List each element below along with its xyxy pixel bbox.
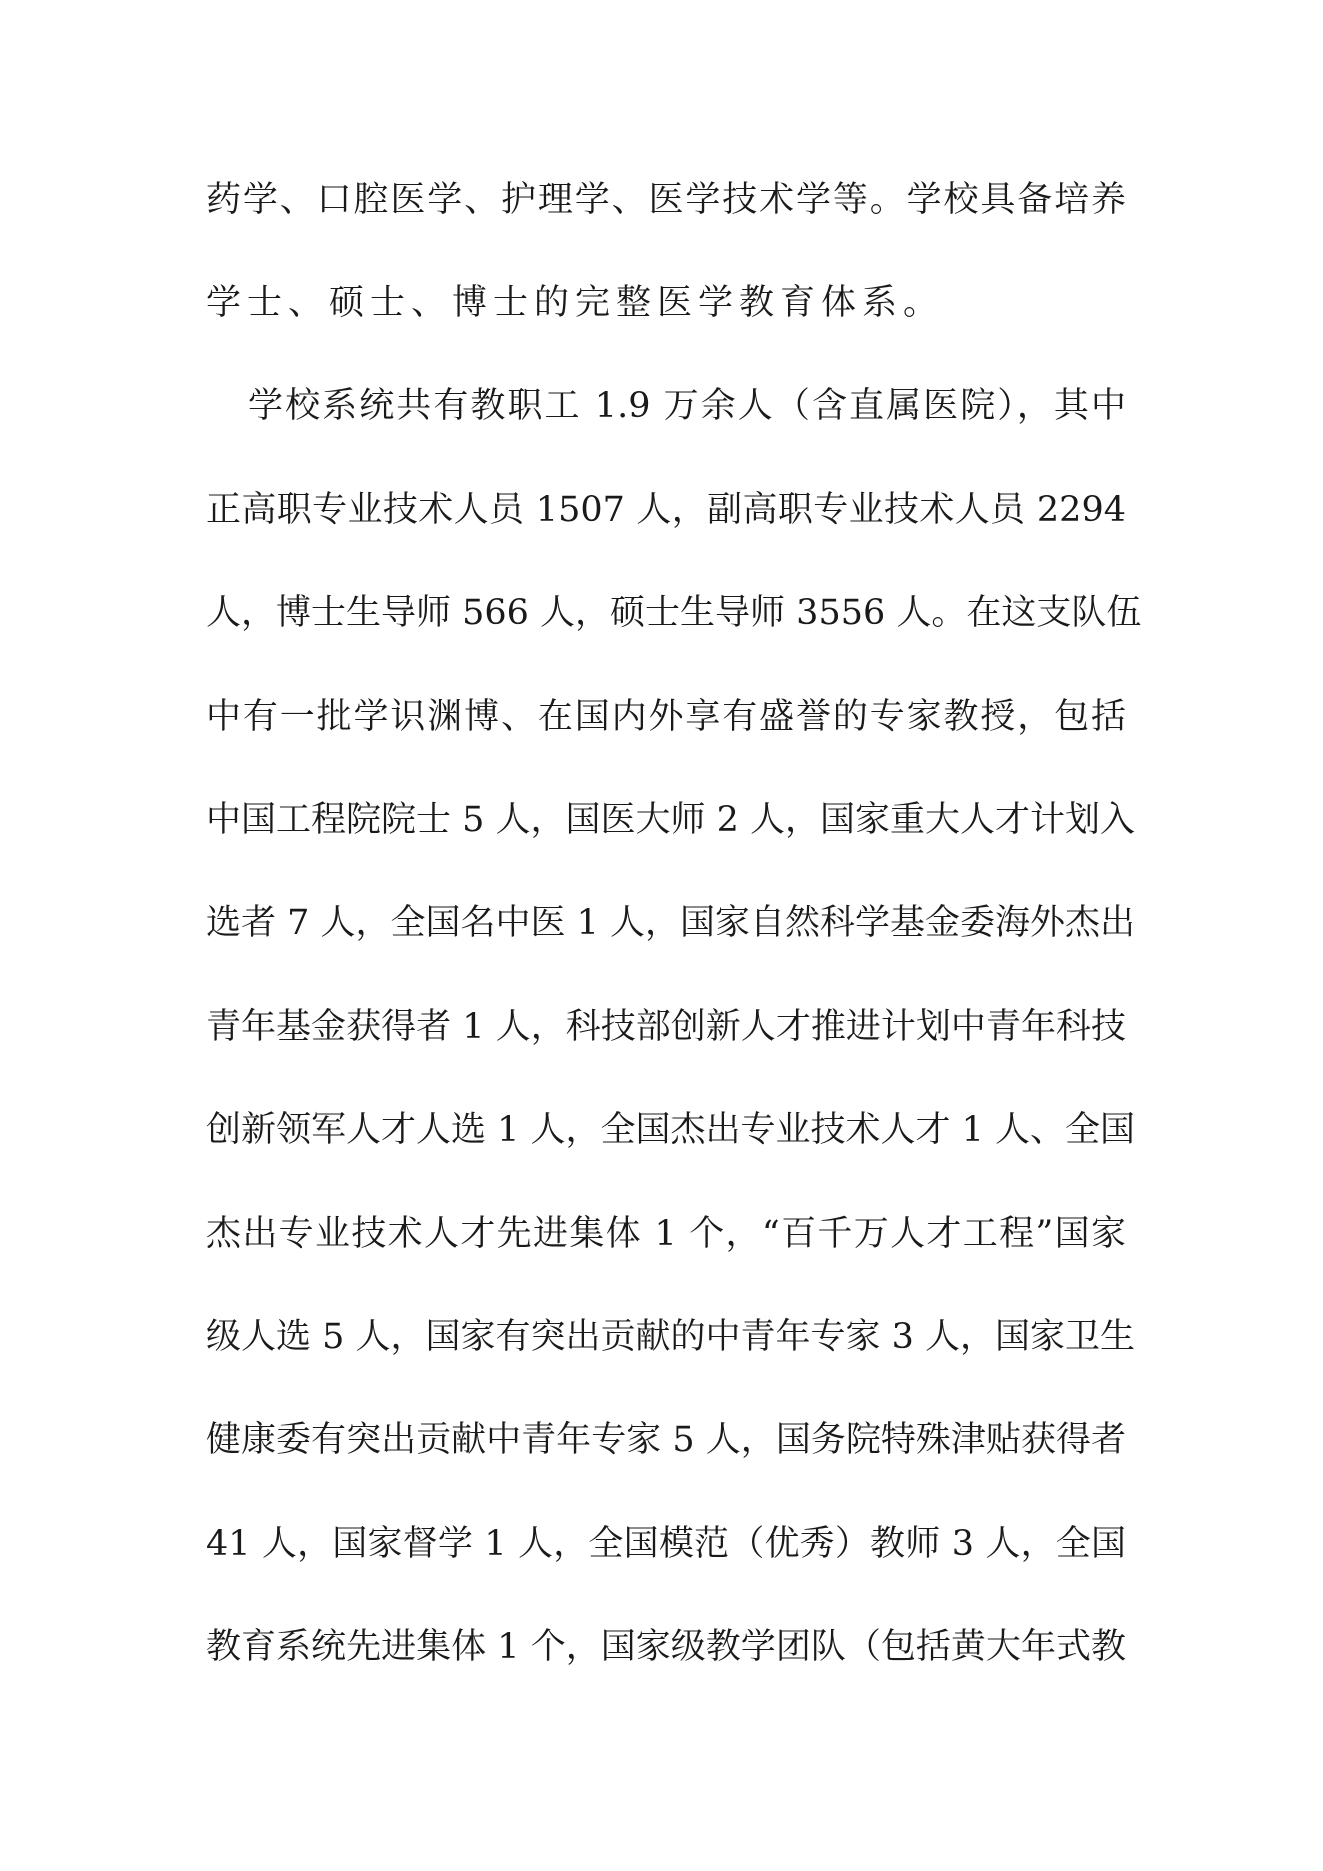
paragraph-line-9: 青年基金获得者 1 人，科技部创新人才推进计划中青年科技 [206, 1007, 1126, 1047]
paragraph-line-1: 药学、口腔医学、护理学、医学技术学等。学校具备培养 [206, 180, 1126, 220]
paragraph-line-8: 选者 7 人，全国名中医 1 人，国家自然科学基金委海外杰出 [206, 903, 1136, 943]
paragraph-line-15: 教育系统先进集体 1 个，国家级教学团队（包括黄大年式教 [206, 1627, 1126, 1667]
paragraph-line-14: 41 人，国家督学 1 人，全国模范（优秀）教师 3 人，全国 [206, 1524, 1126, 1564]
paragraph-line-7: 中国工程院院士 5 人，国医大师 2 人，国家重大人才计划入 [206, 800, 1136, 840]
paragraph-line-3: 学校系统共有教职工 1.9 万余人（含直属医院），其中 [248, 386, 1126, 426]
paragraph-line-12: 级人选 5 人，国家有突出贡献的中青年专家 3 人，国家卫生 [206, 1317, 1136, 1357]
paragraph-line-11: 杰出专业技术人才先进集体 1 个，“百千万人才工程”国家 [206, 1214, 1126, 1254]
paragraph-line-4: 正高职专业技术人员 1507 人，副高职专业技术人员 2294 [206, 490, 1126, 530]
paragraph-line-2: 学士、硕士、博士的完整医学教育体系。 [206, 283, 945, 323]
paragraph-line-6: 中有一批学识渊博、在国内外享有盛誉的专家教授，包括 [206, 697, 1126, 737]
paragraph-line-13: 健康委有突出贡献中青年专家 5 人，国务院特殊津贴获得者 [206, 1420, 1126, 1460]
paragraph-line-10: 创新领军人才人选 1 人，全国杰出专业技术人才 1 人、全国 [206, 1110, 1136, 1150]
paragraph-line-5: 人，博士生导师 566 人，硕士生导师 3556 人。在这支队伍 [206, 593, 1142, 633]
